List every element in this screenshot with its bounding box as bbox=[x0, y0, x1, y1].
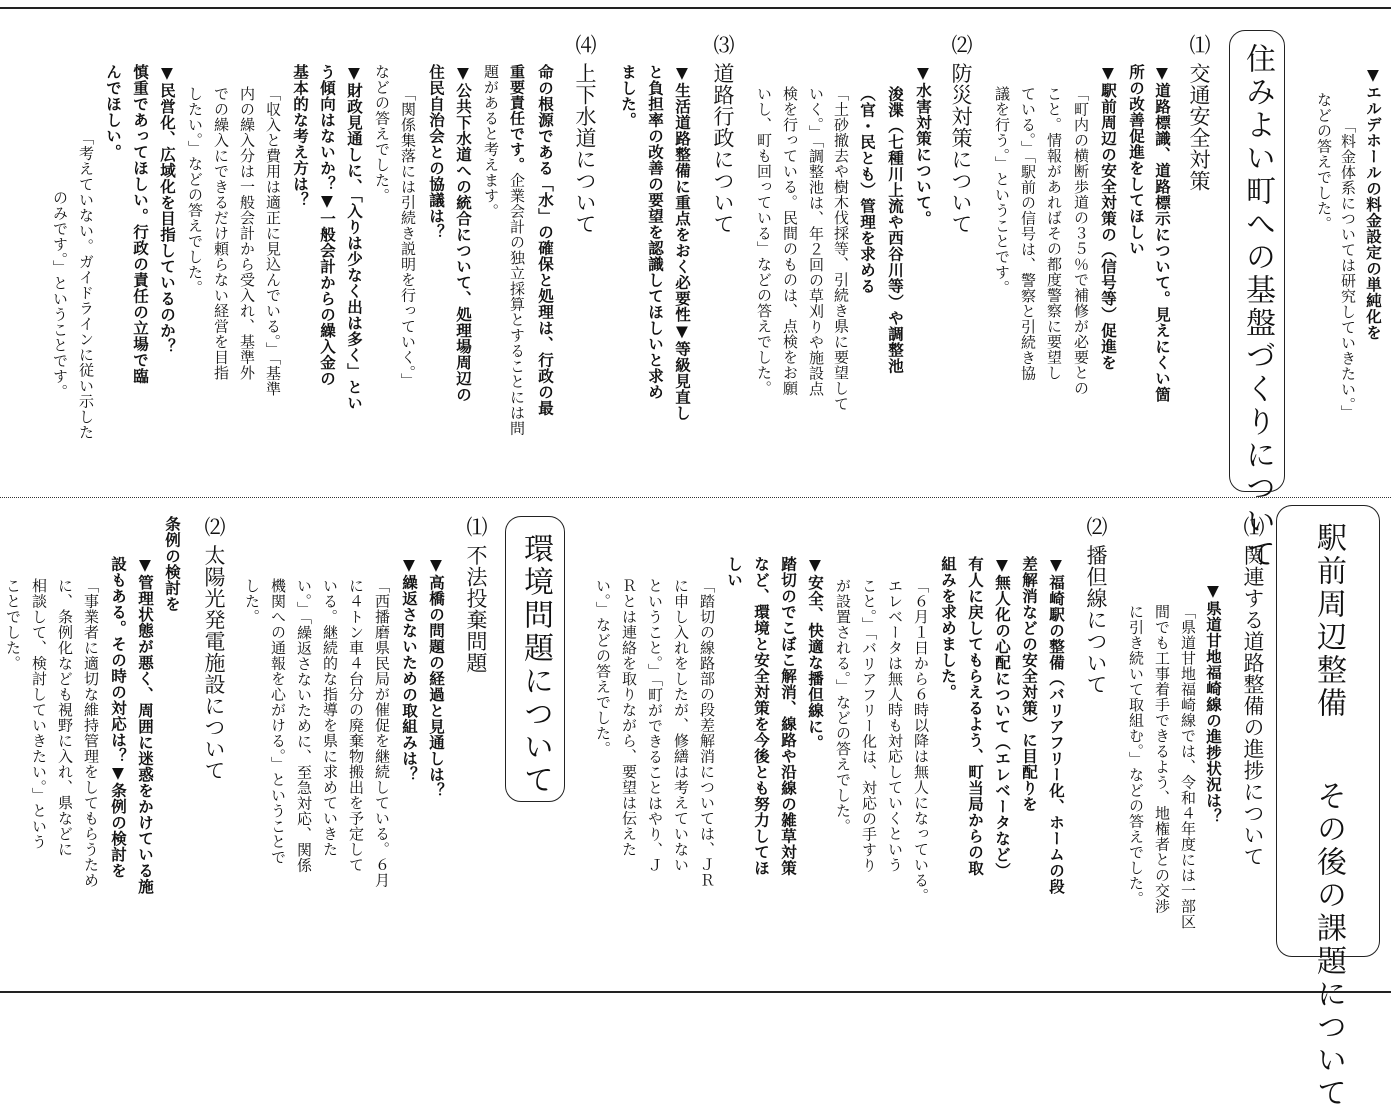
bantan-answer-1d: が設置される。」などの答えでした。 bbox=[834, 578, 852, 834]
solar-answer-3: 相談して、検討していきたい。」という bbox=[30, 578, 48, 850]
water-question-2b: う傾向はないか？▼一般会計からの繰入金の bbox=[318, 64, 336, 387]
water-question-3c: んでほしい。 bbox=[104, 64, 122, 160]
dumping-answer-1: 「西播磨県民局が催促を継続している。６月 bbox=[373, 578, 391, 888]
traffic-answer-3: ている。」「駅前の信号は、警察と引続き協 bbox=[1019, 86, 1037, 381]
water-lead-2-normal: 企業会計の独立採算とすることには問 bbox=[508, 172, 526, 436]
bantan-answer-2b: に申し入れをしたが、修繕は考えていない bbox=[672, 578, 690, 873]
dumping-question-1: ▼高橋の問題の経過と見通しは？ bbox=[427, 556, 445, 799]
water-question-2c: 基本的な考え方は？ bbox=[291, 64, 309, 208]
disaster-answer-4: いし、町も回っている」などの答えでした。 bbox=[755, 86, 773, 396]
bantan-question-1a: ▼福崎駅の整備（バリアフリー化、ホームの段 bbox=[1047, 556, 1065, 895]
bantan-question-3a: ▼安全、快適な播但線に。 bbox=[806, 556, 824, 751]
heading-water-sewer: ⑷ 上下水道について bbox=[573, 34, 597, 235]
dumping-answer-4: い。」「繰返さないために、至急対応、関係 bbox=[295, 578, 313, 873]
traffic-answer-1: 「町内の横断歩道の３５％で補修が必要との bbox=[1072, 86, 1090, 396]
traffic-question-2: ▼駅前周辺の安全対策の（信号等）促進を bbox=[1099, 64, 1117, 371]
bantan-question-2a: ▼無人化の心配について（エレベータなど） bbox=[993, 556, 1011, 879]
traffic-question-1a: ▼道路標識、道路標示について。見えにくい箇 bbox=[1153, 64, 1171, 403]
water-lead-2 bbox=[506, 64, 528, 494]
bantan-answer-2c: ということ。」「町ができることはやり、Ｊ bbox=[646, 578, 664, 873]
bottom-border-line bbox=[0, 991, 1391, 993]
solar-question-1: 条例の検討を bbox=[163, 516, 181, 612]
bantan-answer-1b: エレベータは無人時も対応していくという bbox=[886, 578, 904, 873]
bantan-answer-2a: 「踏切の線路部の段差解消については、ＪＲ bbox=[698, 578, 716, 888]
heading-bantan-line: ⑵ 播但線について bbox=[1084, 516, 1108, 696]
bantan-question-3d: しい bbox=[725, 556, 743, 588]
heading-disaster: ⑵ 防災対策について bbox=[949, 34, 973, 235]
related-answer-1: 「県道甘地福崎線では、令和４年度には一部区 bbox=[1179, 604, 1197, 930]
water-answer-2b: 内の繰入分は一般会計から受入れ、基準外 bbox=[238, 86, 256, 381]
heading-road-administration: ⑶ 道路行政について bbox=[711, 34, 735, 235]
section-title-station-area: 駅前周辺整備 その後の課題について bbox=[1276, 505, 1380, 957]
related-answer-3: に引き続いて取組む。」などの答えでした。 bbox=[1127, 604, 1145, 907]
water-lead-2-bold: 重要責任です。 bbox=[508, 64, 526, 173]
disaster-question-1: ▼水害対策について。 bbox=[914, 64, 932, 227]
bantan-question-3b: 踏切のでこぼこ解消、線路や沿線の雑草対策 bbox=[779, 556, 797, 876]
solar-question-2: ▼管理状態が悪く、周囲に迷惑をかけている施 bbox=[136, 556, 154, 895]
dumping-answer-3: いる。継続的な指導を県に求めていきた bbox=[321, 578, 339, 857]
roads-question-2: と負担率の改善の要望を認識してほしいと求め bbox=[646, 64, 664, 400]
solar-question-3: 設もある。その時の対応は？▼条例の検討を bbox=[109, 556, 127, 879]
bantan-answer-1a: 「６月１日から６時以降は無人になっている。 bbox=[912, 578, 930, 904]
bantan-answer-2d: Ｒとは連絡を取りながら、要望は伝えた bbox=[620, 578, 638, 857]
solar-answer-1: 「事業者に適切な維持管理をしてもらうため bbox=[82, 578, 100, 888]
roads-question-3: ました。 bbox=[619, 64, 637, 128]
water-lead-3: 題があると考えます。 bbox=[482, 64, 500, 219]
water-question-3a: ▼民営化、広域化を目指しているのか？ bbox=[158, 64, 176, 355]
water-answer-2d: したい。」などの答えでした。 bbox=[186, 86, 204, 296]
traffic-question-1b: 所の改善促進をしてほしい bbox=[1127, 64, 1145, 256]
related-question: ▼県道甘地福崎線の進捗状況は？ bbox=[1204, 582, 1222, 825]
dumping-answer-5: 機関への通報を心がける。」ということで bbox=[269, 578, 287, 865]
disaster-question-2: 浚渫（七種川上流や西谷川等）や調整池 bbox=[886, 86, 904, 374]
related-answer-2: 間でも工事着手できるよう、地権者との交渉 bbox=[1153, 604, 1171, 914]
disaster-question-3: （官・民とも）管理を求める bbox=[858, 86, 876, 294]
solar-answer-4: ことでした。 bbox=[4, 578, 22, 671]
elde-answer-1: 「料金体系については研究していきたい。」 bbox=[1339, 118, 1357, 421]
water-question-1a: ▼公共下水道への統合について、処理場周辺の bbox=[454, 64, 472, 403]
water-question-1b: 住民自治会との協議は？ bbox=[427, 64, 445, 240]
water-answer-3b: のみです。」ということです。 bbox=[51, 190, 69, 400]
bantan-question-1b: 差解消などの安全対策）に目配りを bbox=[1020, 556, 1038, 812]
section-title-infrastructure: 住みよい町への基盤づくりについて bbox=[1229, 30, 1285, 492]
disaster-answer-3: 検を行っている。民間のものは、点検をお願 bbox=[781, 86, 799, 396]
roads-question-1: ▼生活道路整備に重点をおく必要性▼等級見直し bbox=[673, 64, 691, 421]
water-question-3b: 慎重であってほしい。行政の責任の立場で臨 bbox=[131, 64, 149, 384]
heading-traffic-safety: ⑴ 交通安全対策 bbox=[1187, 34, 1211, 192]
water-answer-2a: 「収入と費用は適正に見込んでいる。」「基準 bbox=[264, 86, 282, 397]
heading-illegal-dumping: ⑴ 不法投棄問題 bbox=[464, 516, 488, 674]
bantan-question-2c: 組みを求めました。 bbox=[939, 556, 957, 700]
water-answer-2c: での繰入にできるだけ頼らない経営を目指 bbox=[212, 86, 230, 381]
water-lead-1: 命の根源である「水」の確保と処理は、行政の最 bbox=[536, 64, 554, 416]
heading-related-road: ⑴ 関連する道路整備の進捗について bbox=[1241, 516, 1265, 868]
disaster-answer-2: いく。」「調整池は、年２回の草刈りや施設点 bbox=[807, 86, 825, 397]
bantan-question-3c: など、環境と安全対策を今後とも努力してほ bbox=[752, 556, 770, 876]
elde-question: ▼エルデホールの料金設定の単純化を bbox=[1364, 66, 1382, 341]
water-answer-3a: 「考えていない。ガイドラインに従い示した bbox=[77, 130, 95, 440]
solar-answer-2: に、条例化なども視野に入れ、県などに bbox=[56, 578, 74, 857]
dumping-answer-6: した。 bbox=[243, 578, 261, 625]
section-title-environment: 環境問題について bbox=[505, 516, 565, 802]
section-divider-line bbox=[0, 497, 1391, 498]
water-question-2a: ▼財政見通しに、「入りは少なく出は多く」とい bbox=[345, 64, 363, 411]
traffic-answer-4: 議を行う。」ということです。 bbox=[993, 86, 1011, 296]
elde-answer-2: などの答えでした。 bbox=[1315, 92, 1333, 232]
traffic-answer-2: こと。情報があればその都度警察に要望し bbox=[1045, 86, 1063, 381]
bantan-answer-1c: こと。」「バリアフリー化は、対応の手すり bbox=[860, 578, 878, 873]
bantan-answer-2e: い。」などの答えでした。 bbox=[594, 578, 612, 757]
top-border-line bbox=[0, 7, 1391, 9]
bantan-question-2b: 有人に戻してもらえるよう、町当局からの取 bbox=[966, 556, 984, 876]
water-answer-1b: などの答えでした。 bbox=[373, 64, 391, 204]
heading-solar-facilities: ⑵ 太陽光発電施設について bbox=[202, 516, 226, 782]
dumping-question-2: ▼繰返さないための取組みは？ bbox=[400, 556, 418, 783]
dumping-answer-2: に４トン車４台分の廃棄物搬出を予定して bbox=[347, 578, 365, 873]
disaster-answer-1: 「土砂撤去や樹木伐採等、引続き県に要望して bbox=[832, 86, 850, 412]
water-answer-1a: 「関係集落には引続き説明を行っていく。」 bbox=[399, 86, 417, 389]
